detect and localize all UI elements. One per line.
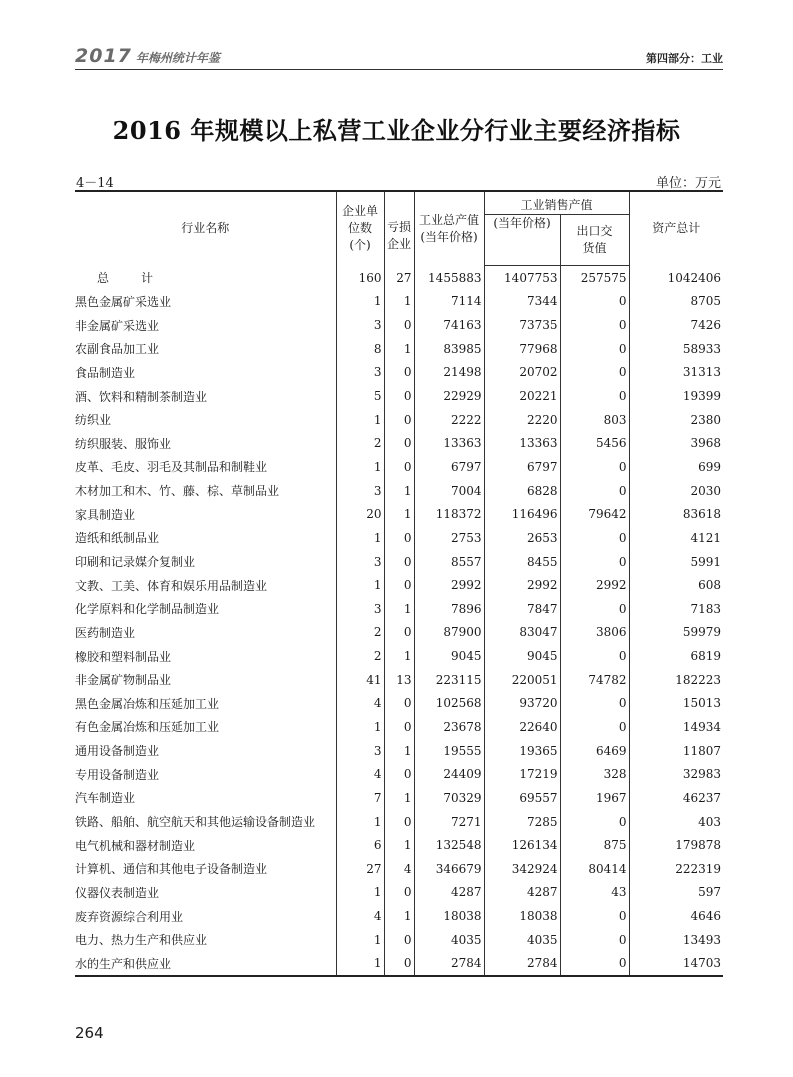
table-row (75, 479, 723, 503)
industry-name-cell: 家具制造业 (75, 507, 136, 522)
loss-cell: 0 (384, 928, 414, 952)
assets-cell: 179878 (629, 833, 723, 857)
sales-cell: 7847 (484, 597, 560, 621)
col-header-sales-price: (当年价格) (484, 215, 560, 266)
output-cell: 23678 (414, 715, 484, 739)
export-cell: 0 (560, 810, 629, 834)
assets-cell: 4646 (629, 904, 723, 928)
units-cell: 2 (336, 644, 384, 668)
yearbook-year: 2017 (75, 45, 132, 67)
table-row (75, 431, 723, 455)
assets-cell: 13493 (629, 928, 723, 952)
assets-cell: 46237 (629, 786, 723, 810)
export-cell: 1967 (560, 786, 629, 810)
units-cell: 1 (336, 715, 384, 739)
table-row (75, 337, 723, 361)
sales-cell: 7344 (484, 290, 560, 314)
sales-cell: 116496 (484, 502, 560, 526)
export-cell: 79642 (560, 502, 629, 526)
loss-cell: 0 (384, 431, 414, 455)
units-cell: 1 (336, 290, 384, 314)
industry-name-cell: 铁路、船舶、航空航天和其他运输设备制造业 (75, 815, 316, 830)
table-row (75, 692, 723, 716)
loss-cell: 0 (384, 408, 414, 432)
sales-cell: 342924 (484, 857, 560, 881)
output-cell: 70329 (414, 786, 484, 810)
export-cell: 2992 (560, 573, 629, 597)
assets-cell: 58933 (629, 337, 723, 361)
loss-cell: 1 (384, 479, 414, 503)
sales-cell: 20221 (484, 384, 560, 408)
industry-name-cell: 废弃资源综合利用业 (75, 909, 184, 924)
loss-cell: 1 (384, 597, 414, 621)
sales-cell: 2220 (484, 408, 560, 432)
industry-name-cell: 文教、工美、体育和娱乐用品制造业 (75, 578, 268, 593)
table-number: 4－14 (76, 176, 114, 191)
output-cell: 223115 (414, 668, 484, 692)
export-cell: 257575 (560, 266, 629, 290)
assets-cell: 7426 (629, 313, 723, 337)
col-header-industry: 行业名称 (75, 191, 336, 266)
assets-cell: 597 (629, 881, 723, 905)
industry-name-cell: 有色金属冶炼和压延加工业 (75, 720, 220, 735)
industry-name-cell: 总 计 (97, 271, 164, 286)
table-row (75, 904, 723, 928)
assets-cell: 14703 (629, 952, 723, 977)
table-row (75, 361, 723, 385)
output-cell: 2784 (414, 952, 484, 977)
loss-cell: 4 (384, 857, 414, 881)
output-cell: 2222 (414, 408, 484, 432)
loss-cell: 1 (384, 833, 414, 857)
sales-cell: 220051 (484, 668, 560, 692)
export-cell: 6469 (560, 739, 629, 763)
assets-cell: 699 (629, 455, 723, 479)
loss-cell: 0 (384, 526, 414, 550)
units-cell: 41 (336, 668, 384, 692)
table-row (75, 455, 723, 479)
units-cell: 1 (336, 952, 384, 977)
export-cell: 803 (560, 408, 629, 432)
industry-name-cell: 黑色金属矿采选业 (75, 294, 172, 309)
units-cell: 4 (336, 692, 384, 716)
assets-cell: 6819 (629, 644, 723, 668)
assets-cell: 5991 (629, 550, 723, 574)
output-cell: 7114 (414, 290, 484, 314)
loss-cell: 0 (384, 621, 414, 645)
table-row (75, 715, 723, 739)
assets-cell: 3968 (629, 431, 723, 455)
units-cell: 1 (336, 526, 384, 550)
assets-cell: 14934 (629, 715, 723, 739)
loss-cell: 0 (384, 361, 414, 385)
export-cell: 0 (560, 928, 629, 952)
col-header-output: 工业总产值 (当年价格) (414, 191, 484, 266)
output-cell: 13363 (414, 431, 484, 455)
sales-cell: 13363 (484, 431, 560, 455)
output-cell: 24409 (414, 762, 484, 786)
table-row (75, 408, 723, 432)
export-cell: 0 (560, 384, 629, 408)
units-cell: 4 (336, 904, 384, 928)
export-cell: 0 (560, 526, 629, 550)
running-header (75, 46, 723, 70)
output-cell: 102568 (414, 692, 484, 716)
output-cell: 118372 (414, 502, 484, 526)
sales-cell: 93720 (484, 692, 560, 716)
yearbook-name: 年梅州统计年鉴 (135, 51, 220, 65)
loss-cell: 1 (384, 739, 414, 763)
industry-name-cell: 造纸和纸制品业 (75, 531, 160, 546)
col-header-loss: 亏损 企业 (384, 191, 414, 266)
output-cell: 21498 (414, 361, 484, 385)
export-cell: 0 (560, 550, 629, 574)
sales-cell: 7285 (484, 810, 560, 834)
sales-cell: 2653 (484, 526, 560, 550)
units-cell: 3 (336, 739, 384, 763)
loss-cell: 0 (384, 455, 414, 479)
loss-cell: 1 (384, 290, 414, 314)
units-cell: 3 (336, 597, 384, 621)
sales-cell: 2992 (484, 573, 560, 597)
industry-name-cell: 农副食品加工业 (75, 342, 160, 357)
sales-cell: 17219 (484, 762, 560, 786)
industry-name-cell: 纺织业 (75, 413, 112, 428)
industry-name-cell: 食品制造业 (75, 365, 136, 380)
export-cell: 43 (560, 881, 629, 905)
sales-cell: 83047 (484, 621, 560, 645)
assets-cell: 11807 (629, 739, 723, 763)
col-header-assets: 资产总计 (629, 191, 723, 266)
sales-cell: 69557 (484, 786, 560, 810)
col-header-export: 出口交 货值 (560, 215, 629, 266)
industry-name-cell: 医药制造业 (75, 625, 136, 640)
sales-cell: 8455 (484, 550, 560, 574)
loss-cell: 0 (384, 952, 414, 977)
industry-name-cell: 木材加工和木、竹、藤、棕、草制品业 (75, 484, 280, 499)
page-title: 2016 年规模以上私营工业企业分行业主要经济指标 (112, 116, 681, 145)
export-cell: 328 (560, 762, 629, 786)
assets-cell: 403 (629, 810, 723, 834)
table-row (75, 833, 723, 857)
assets-cell: 608 (629, 573, 723, 597)
export-cell: 0 (560, 597, 629, 621)
sales-cell: 4035 (484, 928, 560, 952)
sales-cell: 18038 (484, 904, 560, 928)
assets-cell: 59979 (629, 621, 723, 645)
assets-cell: 15013 (629, 692, 723, 716)
export-cell: 0 (560, 644, 629, 668)
export-cell: 0 (560, 337, 629, 361)
output-cell: 4287 (414, 881, 484, 905)
units-cell: 3 (336, 550, 384, 574)
industry-name-cell: 橡胶和塑料制品业 (75, 649, 172, 664)
table-row (75, 857, 723, 881)
sales-cell: 6828 (484, 479, 560, 503)
loss-cell: 0 (384, 715, 414, 739)
units-cell: 1 (336, 573, 384, 597)
table-row (75, 313, 723, 337)
output-cell: 18038 (414, 904, 484, 928)
export-cell: 0 (560, 692, 629, 716)
col-header-enterprises: 企业单 位数 (个) (336, 191, 384, 266)
sales-cell: 77968 (484, 337, 560, 361)
output-cell: 7004 (414, 479, 484, 503)
table-row (75, 952, 723, 977)
output-cell: 7271 (414, 810, 484, 834)
loss-cell: 1 (384, 786, 414, 810)
sales-cell: 126134 (484, 833, 560, 857)
loss-cell: 0 (384, 384, 414, 408)
loss-cell: 0 (384, 550, 414, 574)
output-cell: 2753 (414, 526, 484, 550)
output-cell: 87900 (414, 621, 484, 645)
export-cell: 0 (560, 361, 629, 385)
export-cell: 74782 (560, 668, 629, 692)
units-cell: 4 (336, 762, 384, 786)
table-row-total (75, 266, 723, 290)
table-row (75, 550, 723, 574)
sales-cell: 9045 (484, 644, 560, 668)
assets-cell: 8705 (629, 290, 723, 314)
industry-name-cell: 皮革、毛皮、羽毛及其制品和制鞋业 (75, 460, 268, 475)
industry-name-cell: 仪器仪表制造业 (75, 885, 160, 900)
units-cell: 1 (336, 810, 384, 834)
loss-cell: 1 (384, 502, 414, 526)
units-cell: 1 (336, 881, 384, 905)
table-body (75, 266, 723, 977)
output-cell: 2992 (414, 573, 484, 597)
assets-cell: 2380 (629, 408, 723, 432)
industry-name-cell: 水的生产和供应业 (75, 952, 336, 977)
sales-cell: 19365 (484, 739, 560, 763)
export-cell: 0 (560, 904, 629, 928)
assets-cell: 4121 (629, 526, 723, 550)
assets-cell: 222319 (629, 857, 723, 881)
output-cell: 6797 (414, 455, 484, 479)
units-cell: 3 (336, 361, 384, 385)
units-cell: 1 (336, 928, 384, 952)
industry-name-cell: 电力、热力生产和供应业 (75, 933, 208, 948)
units-cell: 1 (336, 408, 384, 432)
statistics-table (75, 190, 723, 977)
industry-name-cell: 酒、饮料和精制茶制造业 (75, 389, 208, 404)
output-cell: 1455883 (414, 266, 484, 290)
sales-cell: 1407753 (484, 266, 560, 290)
units-cell: 20 (336, 502, 384, 526)
loss-cell: 0 (384, 313, 414, 337)
loss-cell: 0 (384, 573, 414, 597)
export-cell: 0 (560, 455, 629, 479)
table-row (75, 881, 723, 905)
sales-cell: 6797 (484, 455, 560, 479)
output-cell: 7896 (414, 597, 484, 621)
loss-cell: 0 (384, 692, 414, 716)
units-cell: 2 (336, 621, 384, 645)
loss-cell: 0 (384, 810, 414, 834)
output-cell: 346679 (414, 857, 484, 881)
output-cell: 19555 (414, 739, 484, 763)
assets-cell: 31313 (629, 361, 723, 385)
units-cell: 7 (336, 786, 384, 810)
industry-name-cell: 非金属矿物制品业 (75, 673, 172, 688)
table-row (75, 384, 723, 408)
table-row (75, 597, 723, 621)
sales-cell: 2784 (484, 952, 560, 977)
loss-cell: 0 (384, 881, 414, 905)
sales-cell: 4287 (484, 881, 560, 905)
table-row (75, 810, 723, 834)
output-cell: 132548 (414, 833, 484, 857)
assets-cell: 19399 (629, 384, 723, 408)
assets-cell: 32983 (629, 762, 723, 786)
sales-cell: 73735 (484, 313, 560, 337)
units-cell: 6 (336, 833, 384, 857)
table-row (75, 928, 723, 952)
table-row (75, 644, 723, 668)
table-row (75, 739, 723, 763)
assets-cell: 7183 (629, 597, 723, 621)
export-cell: 80414 (560, 857, 629, 881)
header-rule (75, 69, 723, 70)
output-cell: 22929 (414, 384, 484, 408)
page-number: 264 (75, 1024, 104, 1042)
output-cell: 74163 (414, 313, 484, 337)
table-row (75, 786, 723, 810)
output-cell: 4035 (414, 928, 484, 952)
export-cell: 0 (560, 479, 629, 503)
industry-name-cell: 非金属矿采选业 (75, 318, 160, 333)
table-row (75, 668, 723, 692)
industry-name-cell: 黑色金属冶炼和压延加工业 (75, 696, 220, 711)
units-cell: 27 (336, 857, 384, 881)
units-cell: 2 (336, 431, 384, 455)
assets-cell: 2030 (629, 479, 723, 503)
industry-name-cell: 专用设备制造业 (75, 767, 160, 782)
industry-name-cell: 计算机、通信和其他电子设备制造业 (75, 862, 268, 877)
yearbook-title (75, 46, 220, 68)
units-cell: 3 (336, 479, 384, 503)
table-row (75, 762, 723, 786)
table-row (75, 573, 723, 597)
assets-cell: 182223 (629, 668, 723, 692)
units-cell: 8 (336, 337, 384, 361)
table-row (75, 621, 723, 645)
export-cell: 5456 (560, 431, 629, 455)
loss-cell: 27 (384, 266, 414, 290)
loss-cell: 1 (384, 337, 414, 361)
industry-name-cell: 通用设备制造业 (75, 744, 160, 759)
industry-name-cell: 电气机械和器材制造业 (75, 838, 196, 853)
loss-cell: 13 (384, 668, 414, 692)
units-cell: 3 (336, 313, 384, 337)
unit-label: 单位：万元 (655, 176, 721, 191)
industry-name-cell: 纺织服装、服饰业 (75, 436, 172, 451)
units-cell: 5 (336, 384, 384, 408)
table-row (75, 290, 723, 314)
section-label: 第四部分：工业 (646, 52, 723, 65)
export-cell: 0 (560, 290, 629, 314)
col-header-sales: 工业销售产值 (484, 191, 629, 215)
units-cell: 160 (336, 266, 384, 290)
export-cell: 875 (560, 833, 629, 857)
output-cell: 9045 (414, 644, 484, 668)
export-cell: 0 (560, 715, 629, 739)
export-cell: 0 (560, 313, 629, 337)
assets-cell: 83618 (629, 502, 723, 526)
table-row (75, 502, 723, 526)
output-cell: 8557 (414, 550, 484, 574)
export-cell: 3806 (560, 621, 629, 645)
table-row (75, 526, 723, 550)
industry-name-cell: 汽车制造业 (75, 791, 136, 806)
output-cell: 83985 (414, 337, 484, 361)
loss-cell: 1 (384, 904, 414, 928)
industry-name-cell: 化学原料和化学制品制造业 (75, 602, 220, 617)
assets-cell: 1042406 (629, 266, 723, 290)
sales-cell: 20702 (484, 361, 560, 385)
units-cell: 1 (336, 455, 384, 479)
export-cell: 0 (560, 952, 629, 977)
sales-cell: 22640 (484, 715, 560, 739)
industry-name-cell: 印刷和记录媒介复制业 (75, 555, 196, 569)
loss-cell: 1 (384, 644, 414, 668)
loss-cell: 0 (384, 762, 414, 786)
